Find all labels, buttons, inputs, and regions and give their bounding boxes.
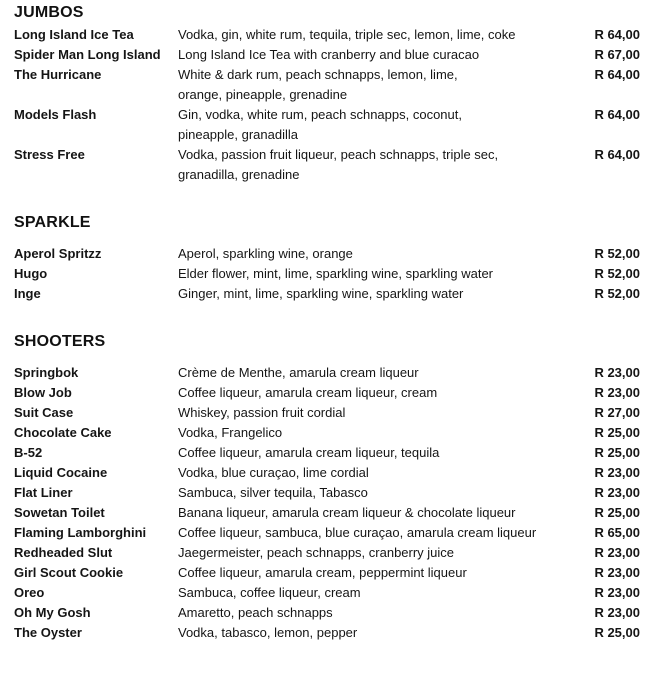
item-price: R 52,00 <box>594 246 640 261</box>
item-price: R 64,00 <box>594 27 640 42</box>
menu-item-row <box>14 563 640 583</box>
item-description-line: granadilla, grenadine <box>178 167 300 182</box>
item-description-line: Coffee liqueur, sambuca, blue curaçao, amarula cream liqueur <box>178 525 537 540</box>
item-description <box>178 503 578 523</box>
item-description <box>178 25 578 45</box>
item-name: Spider Man Long Island <box>14 47 161 62</box>
section-title: SHOOTERS <box>14 333 106 350</box>
item-price: R 65,00 <box>594 525 640 540</box>
item-description-line: Crème de Menthe, amarula cream liqueur <box>178 365 419 380</box>
item-description-line: Aperol, sparkling wine, orange <box>178 246 353 261</box>
item-description <box>178 523 578 543</box>
item-description <box>178 583 578 603</box>
item-name: Chocolate Cake <box>14 425 112 440</box>
item-description <box>178 623 578 643</box>
item-price: R 23,00 <box>594 385 640 400</box>
item-description-line: White & dark rum, peach schnapps, lemon, lime, <box>178 67 458 82</box>
item-description-line: Elder flower, mint, lime, sparkling wine, sparkling water <box>178 266 494 281</box>
item-description-line: Coffee liqueur, amarula cream, peppermint liqueur <box>178 565 467 580</box>
item-name: Liquid Cocaine <box>14 465 108 480</box>
menu-item-row <box>14 503 640 523</box>
item-price: R 25,00 <box>594 445 640 460</box>
item-description <box>178 403 578 423</box>
item-description <box>178 423 578 443</box>
item-price: R 27,00 <box>594 405 640 420</box>
item-price: R 23,00 <box>594 365 640 380</box>
menu-item-row <box>14 443 640 463</box>
item-description-line: Whiskey, passion fruit cordial <box>178 405 346 420</box>
menu-item-row <box>14 284 640 304</box>
item-price: R 64,00 <box>594 107 640 122</box>
item-name: Oreo <box>14 585 45 600</box>
item-price: R 25,00 <box>594 425 640 440</box>
item-description-line: Vodka, gin, white rum, tequila, triple sec, lemon, lime, coke <box>178 27 516 42</box>
item-price: R 52,00 <box>594 266 640 281</box>
item-description <box>178 603 578 623</box>
item-description-line: Vodka, blue curaçao, lime cordial <box>178 465 369 480</box>
item-description <box>178 383 578 403</box>
item-description-line: Sambuca, silver tequila, Tabasco <box>178 485 368 500</box>
item-description <box>178 463 578 483</box>
item-description-line: Jaegermeister, peach schnapps, cranberry juice <box>178 545 455 560</box>
item-price: R 23,00 <box>594 545 640 560</box>
item-description <box>178 264 578 284</box>
menu-item-row <box>14 65 640 105</box>
item-price: R 64,00 <box>594 67 640 82</box>
item-name: Springbok <box>14 365 79 380</box>
item-description <box>178 483 578 503</box>
menu-section <box>14 333 640 643</box>
menu-item-row <box>14 25 640 45</box>
item-description-line: Long Island Ice Tea with cranberry and blue curacao <box>178 47 480 62</box>
item-description-line: Vodka, tabasco, lemon, pepper <box>178 625 358 640</box>
item-price: R 23,00 <box>594 565 640 580</box>
item-name: Hugo <box>14 266 48 281</box>
item-name: The Oyster <box>14 625 82 640</box>
item-description-line: Coffee liqueur, amarula cream liqueur, cream <box>178 385 438 400</box>
section-items <box>14 244 640 304</box>
item-name: Flaming Lamborghini <box>14 525 147 540</box>
menu-section <box>14 4 640 185</box>
menu-item-row <box>14 583 640 603</box>
item-name: Stress Free <box>14 147 85 162</box>
menu-item-row <box>14 145 640 185</box>
item-name: Girl Scout Cookie <box>14 565 124 580</box>
item-description-line: Ginger, mint, lime, sparkling wine, sparkling water <box>178 286 464 301</box>
item-name: Sowetan Toilet <box>14 505 105 520</box>
item-description-line: Gin, vodka, white rum, peach schnapps, coconut, <box>178 107 462 122</box>
menu-item-row <box>14 463 640 483</box>
item-name: The Hurricane <box>14 67 102 82</box>
item-name: Suit Case <box>14 405 74 420</box>
menu-item-row <box>14 105 640 145</box>
item-name: Inge <box>14 286 41 301</box>
item-description <box>178 65 578 105</box>
section-title: JUMBOS <box>14 4 84 21</box>
section-items <box>14 25 640 185</box>
item-name: Aperol Spritzz <box>14 246 102 261</box>
item-price: R 64,00 <box>594 147 640 162</box>
item-description <box>178 145 578 185</box>
item-description-line: Amaretto, peach schnapps <box>178 605 333 620</box>
item-price: R 67,00 <box>594 47 640 62</box>
item-description-line: Banana liqueur, amarula cream liqueur & chocolate liqueur <box>178 505 516 520</box>
menu-item-row <box>14 423 640 443</box>
item-description <box>178 244 578 264</box>
menu-item-row <box>14 623 640 643</box>
item-description-line: Vodka, Frangelico <box>178 425 283 440</box>
item-price: R 23,00 <box>594 485 640 500</box>
item-price: R 25,00 <box>594 625 640 640</box>
item-name: Oh My Gosh <box>14 605 91 620</box>
item-description-line: Vodka, passion fruit liqueur, peach schnapps, triple sec, <box>178 147 499 162</box>
menu-item-row <box>14 264 640 284</box>
item-description-line: pineapple, granadilla <box>178 127 298 142</box>
menu-item-row <box>14 383 640 403</box>
item-name: Models Flash <box>14 107 97 122</box>
menu-item-row <box>14 403 640 423</box>
menu-section <box>14 214 640 304</box>
item-name: Long Island Ice Tea <box>14 27 134 42</box>
menu-item-row <box>14 543 640 563</box>
item-name: Blow Job <box>14 385 72 400</box>
menu-item-row <box>14 244 640 264</box>
item-price: R 52,00 <box>594 286 640 301</box>
item-description-line: Sambuca, coffee liqueur, cream <box>178 585 361 600</box>
item-name: Redheaded Slut <box>14 545 113 560</box>
item-price: R 23,00 <box>594 585 640 600</box>
item-price: R 23,00 <box>594 465 640 480</box>
item-description <box>178 363 578 383</box>
item-description <box>178 563 578 583</box>
section-items <box>14 363 640 643</box>
item-price: R 25,00 <box>594 505 640 520</box>
section-title: SPARKLE <box>14 214 91 231</box>
item-description <box>178 543 578 563</box>
item-description <box>178 284 578 304</box>
item-price: R 23,00 <box>594 605 640 620</box>
item-description <box>178 443 578 463</box>
item-description-line: orange, pineapple, grenadine <box>178 87 348 102</box>
menu-item-row <box>14 45 640 65</box>
item-description <box>178 105 578 145</box>
item-description <box>178 45 578 65</box>
menu-item-row <box>14 603 640 623</box>
item-description-line: Coffee liqueur, amarula cream liqueur, tequila <box>178 445 440 460</box>
menu-item-row <box>14 523 640 543</box>
item-name: B-52 <box>14 445 43 460</box>
menu-item-row <box>14 363 640 383</box>
menu-item-row <box>14 483 640 503</box>
item-name: Flat Liner <box>14 485 73 500</box>
